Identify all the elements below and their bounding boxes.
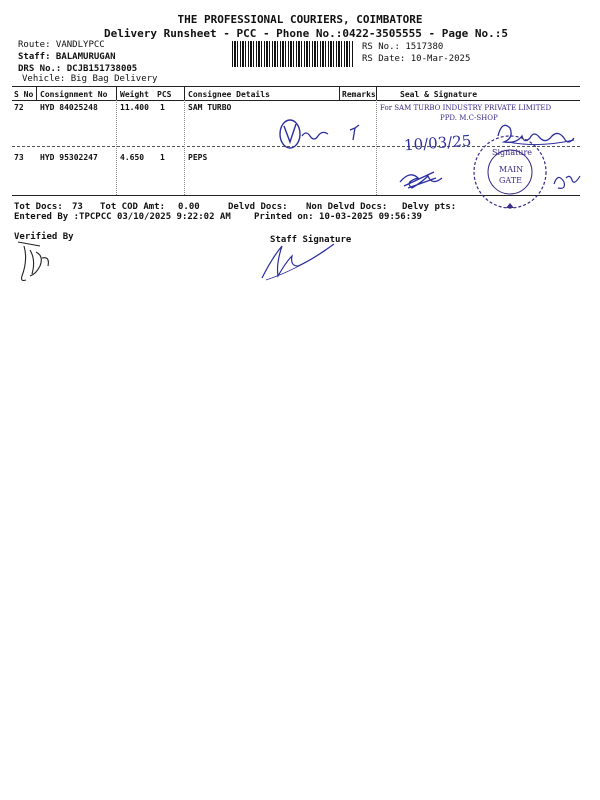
staff-signature-label: Staff Signature (270, 235, 352, 245)
table-row-sno: 72 (14, 103, 24, 112)
scribble-signature (396, 166, 450, 192)
non-delivered-docs-label: Non Delvd Docs: (306, 202, 388, 212)
handwritten-initials (548, 164, 588, 194)
runsheet-title: Delivery Runsheet - PCC - Phone No.:0422-3505555 - Page No.:5 (104, 27, 508, 40)
table-row-pcs: 1 (160, 103, 165, 112)
col-sep (116, 86, 117, 100)
staff-signature (256, 240, 340, 284)
round-stamp-gate: GATE (499, 176, 522, 185)
route: Route: VANDLYPCC (18, 40, 105, 50)
col-remarks: Remarks (342, 90, 376, 99)
table-row-consignee: SAM TURBO (188, 103, 232, 112)
total-docs-label: Tot Docs: (14, 202, 63, 212)
total-docs-value: 73 (72, 202, 83, 212)
col-sep (116, 100, 117, 195)
col-sep (184, 86, 185, 100)
round-stamp-label: Signature (492, 148, 533, 157)
col-consignment: Consignment No (40, 90, 108, 99)
table-row-pcs: 1 (160, 153, 165, 162)
col-pcs: PCS (157, 90, 172, 99)
col-sno: S No (14, 90, 34, 99)
rs-number: RS No.: 1517380 (362, 42, 444, 52)
handwritten-tick (347, 122, 363, 144)
handwritten-date: 10/03/25 (403, 131, 472, 155)
printed-on: Printed on: 10-03-2025 09:56:39 (254, 212, 422, 222)
verifier-signature (14, 238, 64, 288)
delivery-points-label: Delvy pts: (402, 202, 457, 212)
handwritten-remark-signature (276, 114, 336, 152)
table-row-consignment: HYD 95302247 (40, 153, 98, 162)
col-sep (36, 86, 37, 100)
col-sep (184, 100, 185, 195)
total-cod-label: Tot COD Amt: (100, 202, 166, 212)
col-consignee: Consignee Details (188, 90, 270, 99)
col-sep (376, 86, 377, 100)
col-weight: Weight (120, 90, 149, 99)
col-sep (376, 100, 377, 195)
table-row-weight: 4.650 (120, 153, 145, 162)
table-row-weight: 11.400 (120, 103, 149, 112)
table-top-rule (12, 86, 580, 87)
verified-by-label: Verified By (14, 232, 74, 242)
col-seal-signature: Seal & Signature (400, 90, 478, 99)
delivered-docs-label: Delvd Docs: (228, 202, 288, 212)
table-row-consignment: HYD 84025248 (40, 103, 98, 112)
drs-number: DRS No.: DCJB151738005 (18, 64, 138, 74)
staff: Staff: BALAMURUGAN (18, 52, 116, 62)
round-stamp-main: MAIN (499, 165, 524, 174)
table-row-consignee: PEPS (188, 153, 208, 162)
barcode (232, 41, 354, 67)
vehicle: Vehicle: Big Bag Delivery (22, 74, 158, 84)
company-title: THE PROFESSIONAL COURIERS, COIMBATORE (177, 13, 423, 26)
table-header-rule (12, 100, 580, 101)
rs-date: RS Date: 10-Mar-2025 (362, 54, 471, 64)
table-row-sno: 73 (14, 153, 24, 162)
total-cod-value: 0.00 (178, 202, 200, 212)
entered-by: Entered By :TPCPCC 03/10/2025 9:22:02 AM (14, 212, 231, 222)
company-stamp-subline: PPD. M.C-SHOP (440, 114, 498, 122)
col-sep (339, 86, 340, 100)
company-stamp: For SAM TURBO INDUSTRY PRIVATE LIMITED (380, 104, 552, 112)
